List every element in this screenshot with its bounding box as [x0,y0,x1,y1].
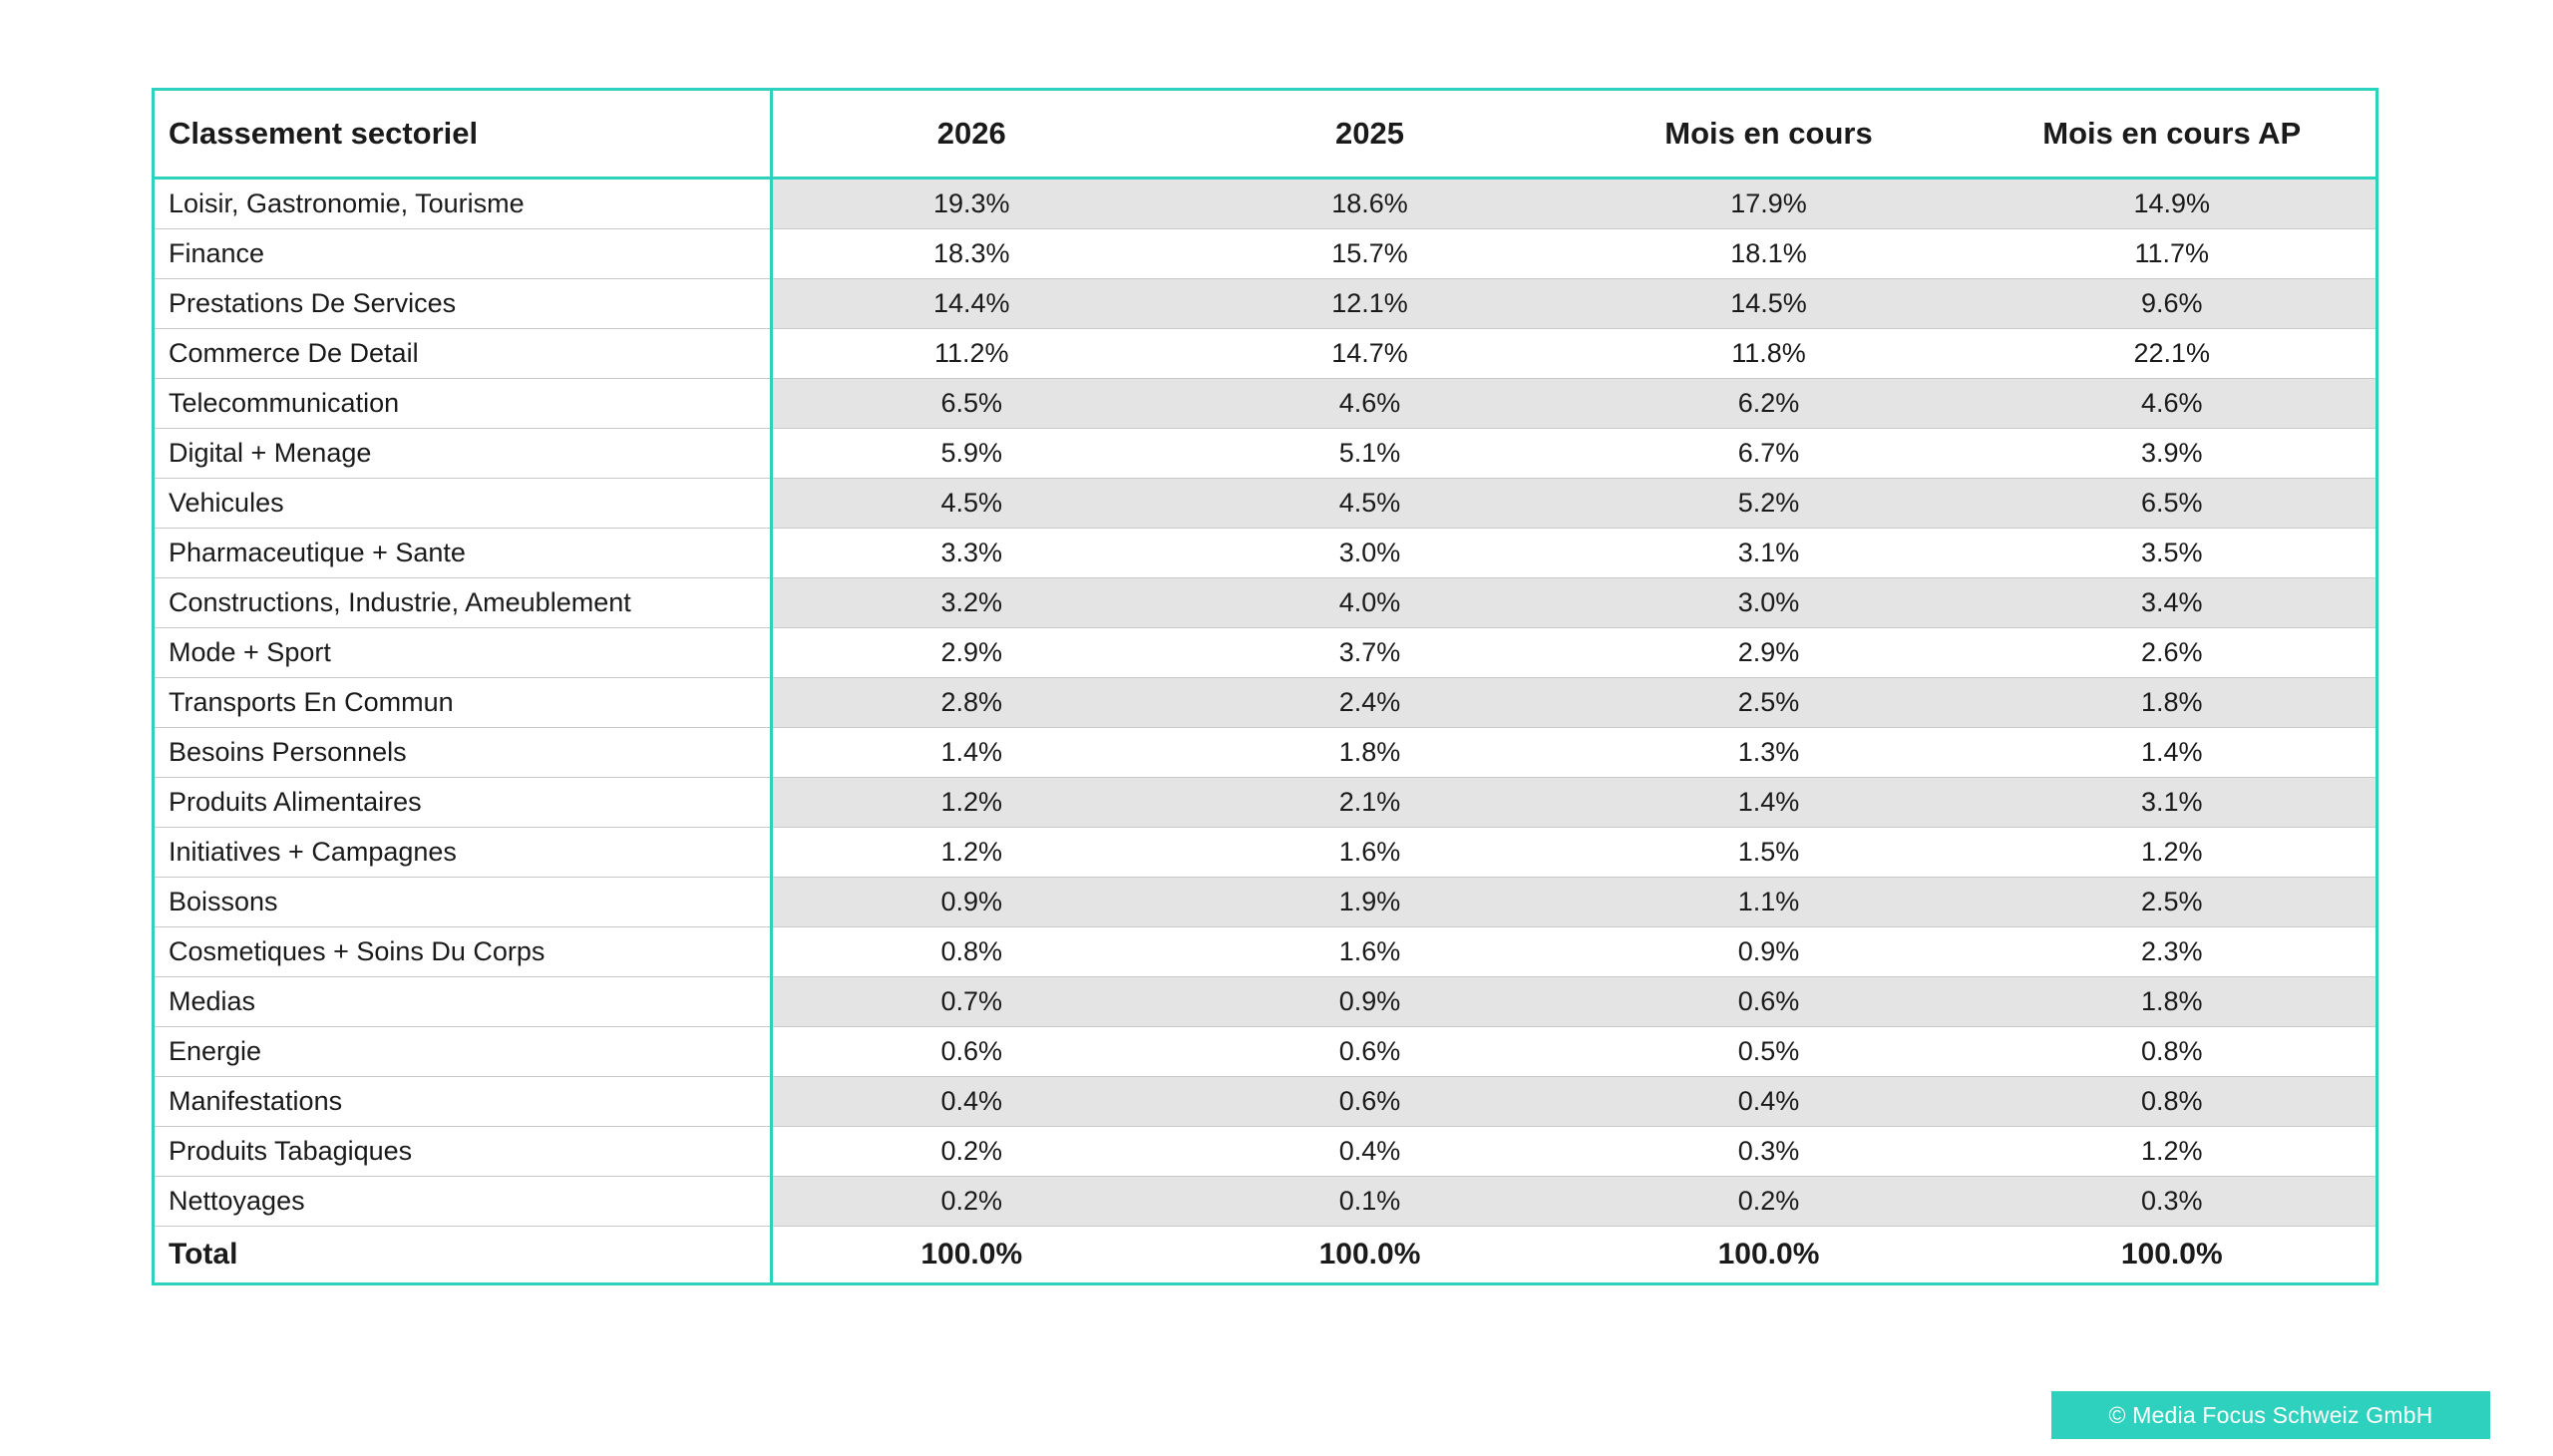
row-value-current-month: 14.5% [1570,279,1969,329]
row-value-current-month-py: 11.7% [1969,229,2377,279]
row-value-2025: 1.9% [1171,878,1570,927]
row-value-current-month-py: 14.9% [1969,179,2377,229]
row-value-2026: 3.2% [772,578,1171,628]
row-label: Nettoyages [154,1177,772,1227]
row-label: Digital + Menage [154,429,772,479]
row-value-2025: 1.6% [1171,828,1570,878]
row-value-current-month-py: 2.5% [1969,878,2377,927]
row-value-2026: 6.5% [772,379,1171,429]
column-header-2025: 2025 [1171,90,1570,179]
table-row [154,628,2377,678]
row-label: Constructions, Industrie, Ameublement [154,578,772,628]
row-value-2026: 5.9% [772,429,1171,479]
row-value-2025: 3.7% [1171,628,1570,678]
table-row [154,429,2377,479]
row-value-current-month-py: 3.9% [1969,429,2377,479]
table-row [154,728,2377,778]
row-label: Finance [154,229,772,279]
row-value-2026: 18.3% [772,229,1171,279]
row-value-current-month: 5.2% [1570,479,1969,529]
row-value-current-month: 0.4% [1570,1077,1969,1127]
row-value-current-month: 2.9% [1570,628,1969,678]
column-header-sector: Classement sectoriel [154,90,772,179]
table-row [154,529,2377,578]
row-value-current-month: 1.3% [1570,728,1969,778]
table-row [154,678,2377,728]
row-value-2025: 3.0% [1171,529,1570,578]
table-row [154,1027,2377,1077]
row-value-2026: 0.2% [772,1177,1171,1227]
row-value-2025: 4.6% [1171,379,1570,429]
row-value-2026: 0.4% [772,1077,1171,1127]
row-value-2025: 1.6% [1171,927,1570,977]
table-row [154,778,2377,828]
row-value-2026: 1.4% [772,728,1171,778]
row-value-current-month-py: 6.5% [1969,479,2377,529]
table-row [154,828,2377,878]
row-label: Cosmetiques + Soins Du Corps [154,927,772,977]
table-row [154,1177,2377,1227]
table-header-row [154,90,2377,179]
row-label: Produits Tabagiques [154,1127,772,1177]
table-row [154,479,2377,529]
row-value-2025: 0.4% [1171,1127,1570,1177]
row-value-current-month: 0.9% [1570,927,1969,977]
row-value-current-month-py: 1.8% [1969,977,2377,1027]
row-value-2026: 3.3% [772,529,1171,578]
row-value-2026: 0.2% [772,1127,1171,1177]
row-label: Medias [154,977,772,1027]
row-value-current-month: 1.5% [1570,828,1969,878]
row-value-current-month-py: 0.3% [1969,1177,2377,1227]
table-total-row [154,1227,2377,1284]
row-value-current-month-py: 1.2% [1969,828,2377,878]
table-row [154,977,2377,1027]
row-label: Energie [154,1027,772,1077]
row-label: Commerce De Detail [154,329,772,379]
total-value-2026: 100.0% [772,1227,1171,1284]
row-value-2025: 1.8% [1171,728,1570,778]
row-value-2025: 0.6% [1171,1027,1570,1077]
row-value-current-month-py: 4.6% [1969,379,2377,429]
row-value-current-month: 3.1% [1570,529,1969,578]
row-label: Vehicules [154,479,772,529]
row-value-2025: 14.7% [1171,329,1570,379]
row-value-current-month-py: 3.5% [1969,529,2377,578]
row-label: Produits Alimentaires [154,778,772,828]
copyright-badge: © Media Focus Schweiz GmbH [2051,1391,2490,1439]
row-label: Mode + Sport [154,628,772,678]
row-value-2026: 1.2% [772,828,1171,878]
row-value-current-month: 0.3% [1570,1127,1969,1177]
row-value-2026: 0.9% [772,878,1171,927]
row-value-current-month: 0.6% [1570,977,1969,1027]
table-row [154,1127,2377,1177]
row-value-current-month-py: 0.8% [1969,1027,2377,1077]
row-value-2025: 2.1% [1171,778,1570,828]
table-row [154,927,2377,977]
row-value-2025: 4.0% [1171,578,1570,628]
row-label: Loisir, Gastronomie, Tourisme [154,179,772,229]
table-body [154,179,2377,1284]
row-value-current-month: 6.2% [1570,379,1969,429]
row-value-current-month: 0.2% [1570,1177,1969,1227]
row-value-2025: 2.4% [1171,678,1570,728]
table-row [154,279,2377,329]
total-label: Total [154,1227,772,1284]
row-value-current-month-py: 2.3% [1969,927,2377,977]
total-value-current-month: 100.0% [1570,1227,1969,1284]
row-label: Telecommunication [154,379,772,429]
table-row [154,229,2377,279]
row-label: Initiatives + Campagnes [154,828,772,878]
row-value-current-month-py: 1.2% [1969,1127,2377,1177]
row-value-2026: 0.7% [772,977,1171,1027]
row-value-2025: 0.6% [1171,1077,1570,1127]
row-value-2025: 15.7% [1171,229,1570,279]
row-value-2026: 2.8% [772,678,1171,728]
table-row [154,179,2377,229]
column-header-current-month-py: Mois en cours AP [1969,90,2377,179]
row-value-2026: 11.2% [772,329,1171,379]
row-label: Besoins Personnels [154,728,772,778]
row-value-2026: 1.2% [772,778,1171,828]
row-value-2026: 19.3% [772,179,1171,229]
row-value-current-month-py: 3.4% [1969,578,2377,628]
row-value-current-month: 18.1% [1570,229,1969,279]
row-value-current-month: 6.7% [1570,429,1969,479]
row-value-2026: 0.8% [772,927,1171,977]
total-value-2025: 100.0% [1171,1227,1570,1284]
row-label: Prestations De Services [154,279,772,329]
row-value-2025: 5.1% [1171,429,1570,479]
row-value-current-month-py: 3.1% [1969,778,2377,828]
sector-ranking-table-container [152,88,2375,1285]
row-value-2026: 2.9% [772,628,1171,678]
row-value-current-month: 11.8% [1570,329,1969,379]
row-value-current-month-py: 1.8% [1969,678,2377,728]
row-value-2025: 18.6% [1171,179,1570,229]
row-value-2026: 0.6% [772,1027,1171,1077]
row-value-current-month: 3.0% [1570,578,1969,628]
row-value-current-month-py: 22.1% [1969,329,2377,379]
row-label: Pharmaceutique + Sante [154,529,772,578]
row-value-2026: 4.5% [772,479,1171,529]
row-label: Manifestations [154,1077,772,1127]
row-value-2025: 12.1% [1171,279,1570,329]
row-value-2026: 14.4% [772,279,1171,329]
row-value-current-month-py: 9.6% [1969,279,2377,329]
row-value-current-month-py: 1.4% [1969,728,2377,778]
row-label: Boissons [154,878,772,927]
row-value-current-month: 1.1% [1570,878,1969,927]
row-value-current-month-py: 0.8% [1969,1077,2377,1127]
row-value-current-month: 2.5% [1570,678,1969,728]
sector-ranking-table [152,88,2378,1285]
row-value-current-month: 0.5% [1570,1027,1969,1077]
row-value-current-month-py: 2.6% [1969,628,2377,678]
table-row [154,1077,2377,1127]
row-value-2025: 4.5% [1171,479,1570,529]
row-value-current-month: 1.4% [1570,778,1969,828]
row-value-current-month: 17.9% [1570,179,1969,229]
column-header-current-month: Mois en cours [1570,90,1969,179]
row-value-2025: 0.1% [1171,1177,1570,1227]
table-row [154,329,2377,379]
row-value-2025: 0.9% [1171,977,1570,1027]
table-row [154,379,2377,429]
table-row [154,878,2377,927]
row-label: Transports En Commun [154,678,772,728]
total-value-current-month-py: 100.0% [1969,1227,2377,1284]
table-header [154,90,2377,179]
column-header-2026: 2026 [772,90,1171,179]
table-row [154,578,2377,628]
